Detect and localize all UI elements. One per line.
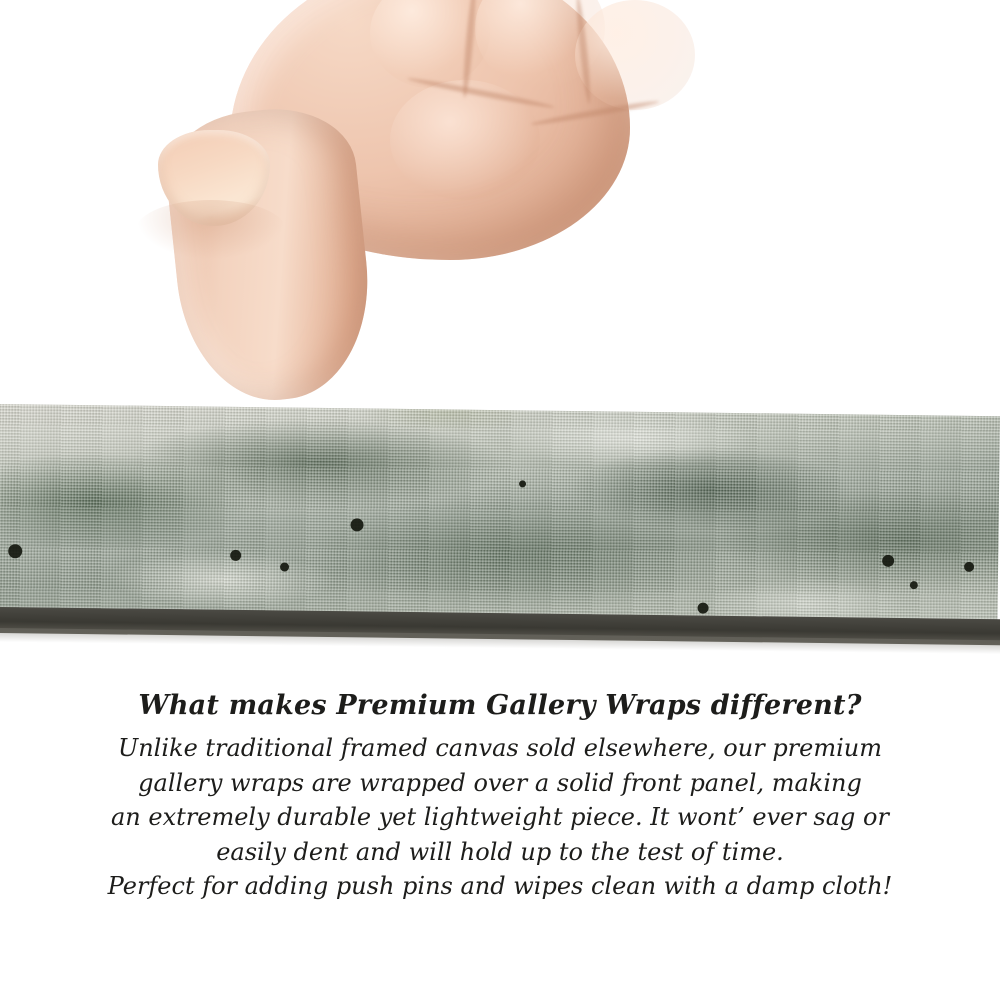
caption-block bbox=[0, 690, 1000, 904]
caption-line: gallery wraps are wrapped over a solid front panel, making bbox=[138, 768, 862, 797]
finger-crease bbox=[530, 99, 659, 127]
canvas-wrap-edge-strip bbox=[0, 404, 1000, 638]
artwork-speck bbox=[519, 480, 526, 487]
caption-line: Unlike traditional framed canvas sold elsewhere, our premium bbox=[117, 734, 882, 762]
fingertip-shadow bbox=[136, 200, 286, 260]
caption-line: easily dent and will hold up to the test of time. bbox=[216, 837, 784, 866]
artwork-speck bbox=[910, 581, 918, 589]
artwork-speck bbox=[230, 550, 241, 561]
artwork-speck bbox=[8, 544, 22, 558]
artwork-speck bbox=[882, 555, 894, 567]
caption-title: What makes Premium Gallery Wraps different? bbox=[138, 690, 862, 721]
artwork-speck bbox=[350, 518, 363, 531]
caption-line: Perfect for adding push pins and wipes clean with a damp cloth! bbox=[107, 872, 893, 901]
artwork-speck bbox=[964, 562, 974, 572]
artwork-speck bbox=[280, 562, 289, 571]
canvas-weave-texture bbox=[0, 404, 1000, 638]
artwork-speck bbox=[697, 603, 708, 614]
caption-line: an extremely durable yet lightweight piece. It wont’ ever sag or bbox=[111, 803, 889, 832]
knuckle-highlight bbox=[575, 0, 695, 110]
hand-pressing-canvas bbox=[120, 0, 620, 430]
